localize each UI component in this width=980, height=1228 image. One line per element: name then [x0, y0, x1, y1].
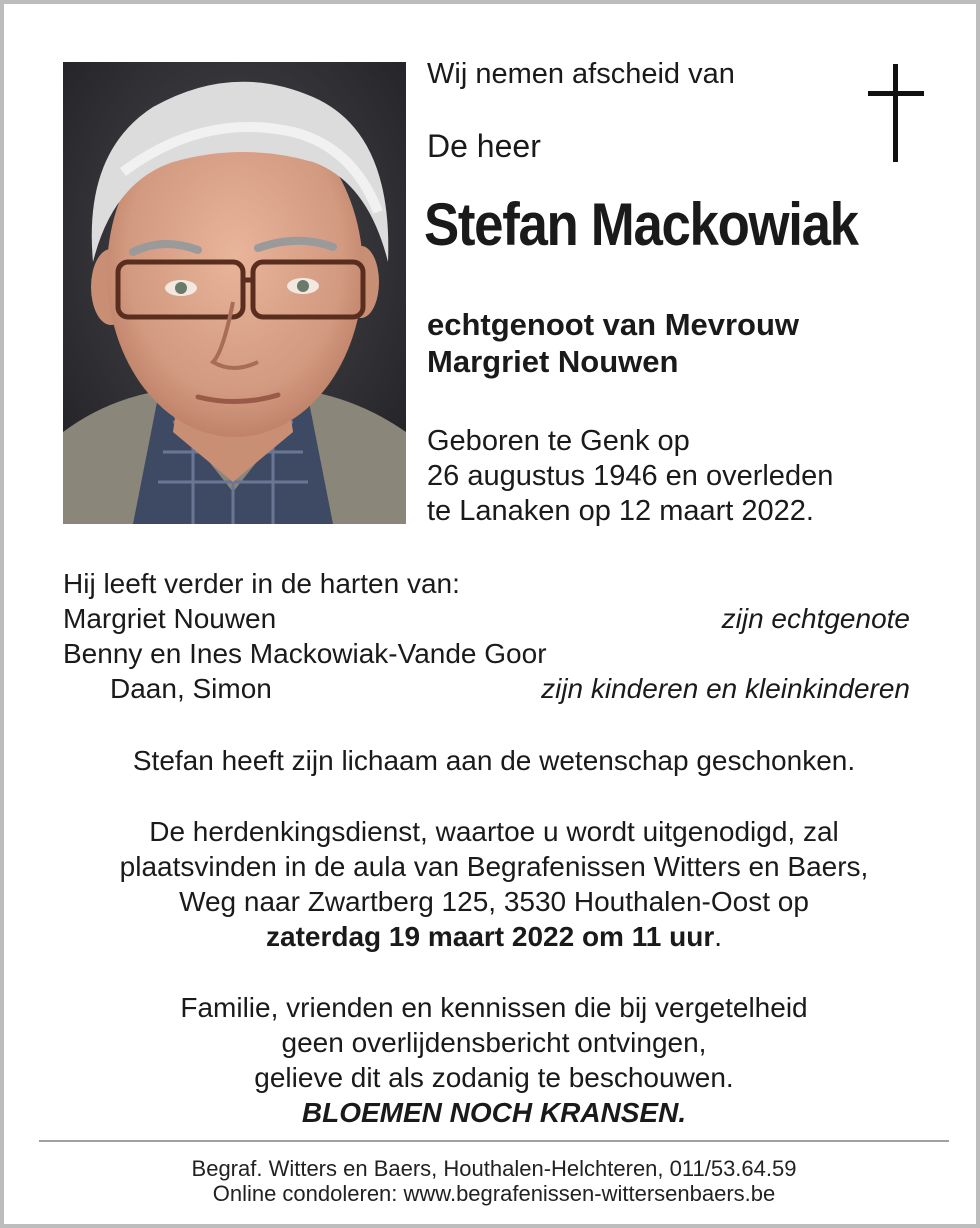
- notice-line-3: gelieve dit als zodanig te beschouwen.: [254, 1062, 734, 1093]
- flowers-notice: BLOEMEN NOCH KRANSEN.: [301, 1097, 687, 1128]
- honorific: De heer: [427, 128, 541, 164]
- service-date-end: .: [714, 921, 722, 952]
- footer: [4, 1156, 980, 1206]
- service-line-2: plaatsvinden in de aula van Begrafenissen Witters en Baers,: [119, 851, 869, 882]
- family-member: Margriet Nouwen: [63, 603, 277, 634]
- spouse-info: [427, 306, 799, 380]
- family-relation: zijn echtgenote: [721, 603, 910, 634]
- service-date: zaterdag 19 maart 2022 om 11 uur: [266, 921, 715, 952]
- cross-icon: [866, 64, 926, 164]
- donation-text: Stefan heeft zijn lichaam aan de wetenschap geschonken.: [132, 745, 856, 776]
- family-member: Benny en Ines Mackowiak-Vande Goor: [63, 638, 547, 669]
- notice-line-1: Familie, vrienden en kennissen die bij vergetelheid: [180, 992, 808, 1023]
- service-line-1: De herdenkingsdienst, waartoe u wordt uitgenodigd, zal: [149, 816, 839, 847]
- intro-text: Wij nemen afscheid van: [427, 58, 735, 90]
- footer-divider: [39, 1140, 949, 1142]
- born-line-2: 26 augustus 1946 en overleden: [427, 460, 834, 492]
- notice-line-2: geen overlijdensbericht ontvingen,: [281, 1027, 707, 1058]
- born-line-3: te Lanaken op 12 maart 2022.: [427, 495, 814, 527]
- service-info: [4, 814, 980, 954]
- notice-info: [4, 990, 980, 1130]
- family-member: Daan, Simon: [110, 673, 272, 704]
- family-intro: Hij leeft verder in de harten van:: [63, 568, 460, 599]
- deceased-name: Stefan Mackowiak: [424, 191, 858, 258]
- family-relation: zijn kinderen en kleinkinderen: [541, 673, 910, 704]
- footer-line-2: Online condoleren: www.begrafenissen-wittersenbaers.be: [212, 1181, 776, 1206]
- service-line-3: Weg naar Zwartberg 125, 3530 Houthalen-Oost op: [179, 886, 809, 917]
- portrait-photo: [63, 62, 406, 524]
- spouse-line-1: echtgenoot van Mevrouw: [427, 307, 800, 342]
- service-date-line: [4, 919, 980, 954]
- spouse-line-2: Margriet Nouwen: [427, 344, 679, 379]
- born-line-1: Geboren te Genk op: [427, 425, 690, 457]
- footer-line-1: Begraf. Witters en Baers, Houthalen-Helchteren, 011/53.64.59: [191, 1156, 797, 1181]
- portrait-illustration: [63, 62, 406, 524]
- birth-death-info: [427, 424, 833, 529]
